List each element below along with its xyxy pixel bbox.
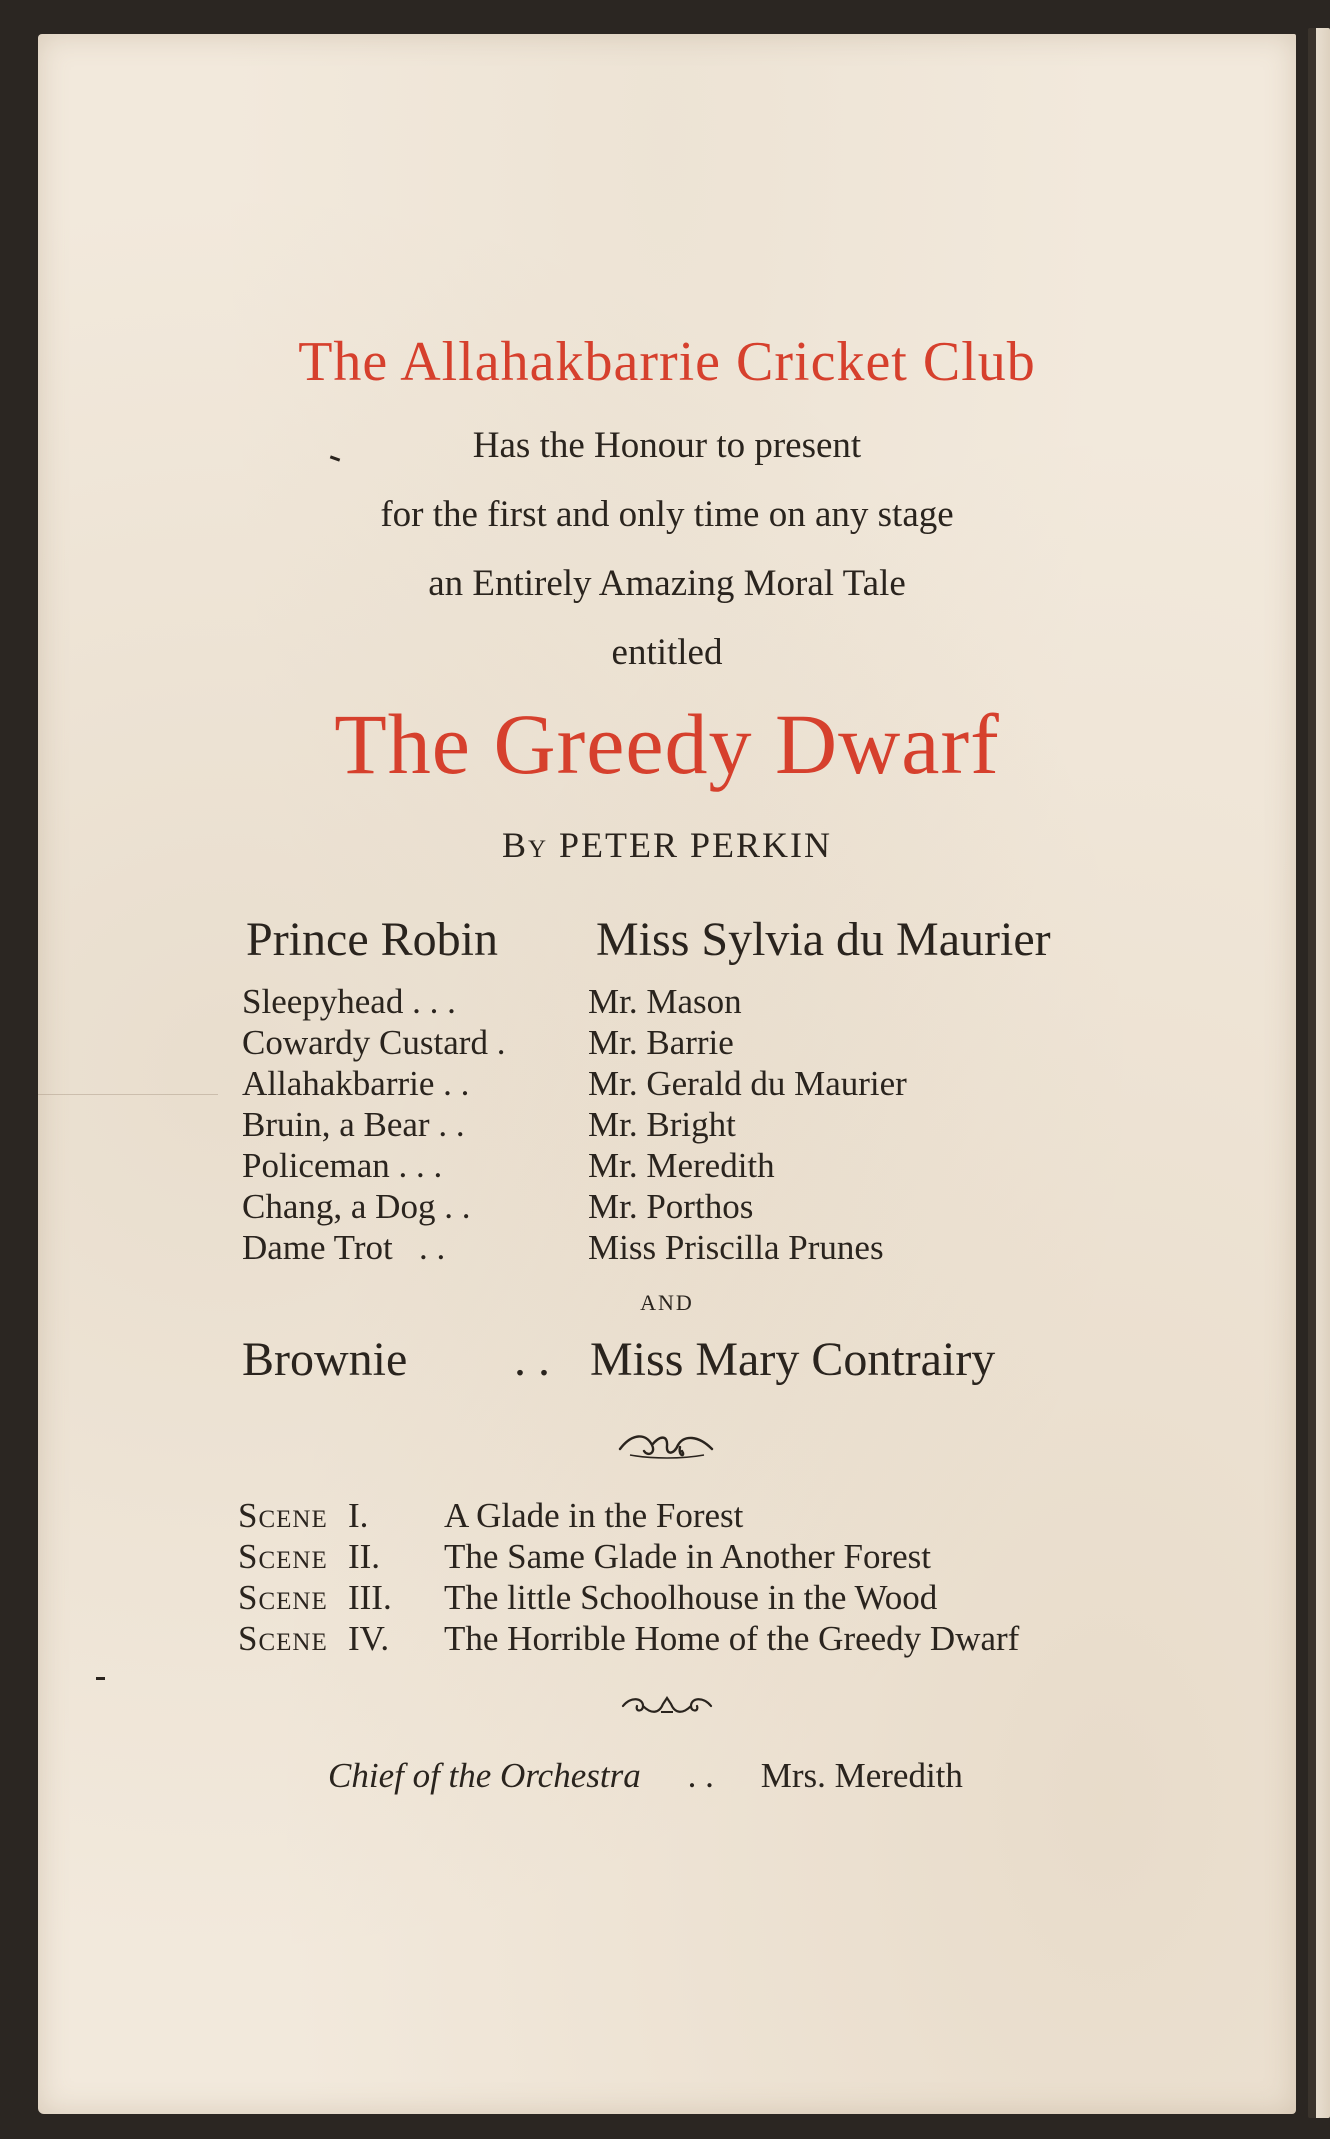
scene-label: Scene bbox=[238, 1496, 328, 1535]
cast-actor: Miss Priscilla Prunes bbox=[588, 1228, 884, 1267]
scene-description: The Horrible Home of the Greedy Dwarf bbox=[444, 1619, 1020, 1658]
small-flourish-ornament-icon bbox=[38, 1692, 1296, 1724]
cast-role: Cowardy Custard . bbox=[242, 1023, 506, 1062]
scene-row bbox=[238, 1578, 1218, 1618]
cast-role: Allahakbarrie . . bbox=[242, 1064, 470, 1103]
cast-actor: Mr. Barrie bbox=[588, 1023, 734, 1062]
author-name: PETER PERKIN bbox=[559, 825, 833, 865]
cast-role: Policeman . . . bbox=[242, 1146, 443, 1185]
moral-tale-line: an Entirely Amazing Moral Tale bbox=[428, 563, 906, 604]
cast-row bbox=[242, 982, 1142, 1022]
scene-description: The Same Glade in Another Forest bbox=[444, 1537, 931, 1576]
cast-row bbox=[242, 1187, 1142, 1227]
cast-role: Sleepyhead . . . bbox=[242, 982, 456, 1021]
programme-page bbox=[38, 34, 1296, 2114]
scene-number: III. bbox=[348, 1578, 392, 1617]
cast-row bbox=[242, 1064, 1142, 1104]
closing-role: Brownie bbox=[242, 1333, 408, 1386]
cast-actor: Mr. Mason bbox=[588, 982, 742, 1021]
cast-row bbox=[242, 1146, 1142, 1186]
cast-actor: Mr. Gerald du Maurier bbox=[588, 1064, 907, 1103]
club-title: The Allahakbarrie Cricket Club bbox=[298, 331, 1036, 393]
cast-row bbox=[242, 1105, 1142, 1145]
orchestra-dots: . . bbox=[687, 1756, 714, 1795]
entitled-line: entitled bbox=[611, 632, 723, 673]
and-label: AND bbox=[640, 1290, 694, 1315]
cast-role: Chang, a Dog . . bbox=[242, 1187, 471, 1226]
scene-row bbox=[238, 1537, 1218, 1577]
scene-label: Scene bbox=[238, 1578, 328, 1617]
orchestra-name: Mrs. Meredith bbox=[760, 1756, 963, 1795]
scene-number: IV. bbox=[348, 1619, 390, 1658]
by-label: By bbox=[501, 825, 549, 865]
scene-row bbox=[238, 1496, 1218, 1536]
adjacent-page-edge bbox=[1308, 28, 1330, 2118]
cast-role: Bruin, a Bear . . bbox=[242, 1105, 465, 1144]
scene-description: The little Schoolhouse in the Wood bbox=[444, 1578, 938, 1617]
ink-speck bbox=[96, 1677, 105, 1680]
closing-dots: . . bbox=[514, 1333, 550, 1386]
scene-number: I. bbox=[348, 1496, 369, 1535]
orchestra-label: Chief of the Orchestra bbox=[328, 1756, 641, 1795]
byline bbox=[38, 824, 1296, 866]
flourish-ornament-icon bbox=[38, 1429, 1296, 1467]
scene-label: Scene bbox=[238, 1537, 328, 1576]
scene-row bbox=[238, 1619, 1218, 1659]
lead-role: Prince Robin bbox=[246, 913, 498, 966]
cast-row bbox=[242, 1228, 1142, 1268]
cast-actor: Mr. Bright bbox=[588, 1105, 736, 1144]
cast-actor: Mr. Porthos bbox=[588, 1187, 754, 1226]
programme-content bbox=[38, 34, 1296, 2114]
cast-role: Dame Trot . . bbox=[242, 1228, 446, 1267]
cast-actor: Mr. Meredith bbox=[588, 1146, 775, 1185]
scene-number: II. bbox=[348, 1537, 381, 1576]
scene-description: A Glade in the Forest bbox=[444, 1496, 744, 1535]
orchestra-credit bbox=[328, 1756, 1228, 1796]
play-title: The Greedy Dwarf bbox=[334, 696, 1000, 792]
cast-row bbox=[242, 1023, 1142, 1063]
present-line: Has the Honour to present bbox=[472, 425, 862, 466]
scene-label: Scene bbox=[238, 1619, 328, 1658]
first-time-line: for the first and only time on any stage bbox=[380, 494, 954, 535]
lead-actor: Miss Sylvia du Maurier bbox=[596, 913, 1051, 966]
closing-actor: Miss Mary Contrairy bbox=[590, 1333, 996, 1386]
